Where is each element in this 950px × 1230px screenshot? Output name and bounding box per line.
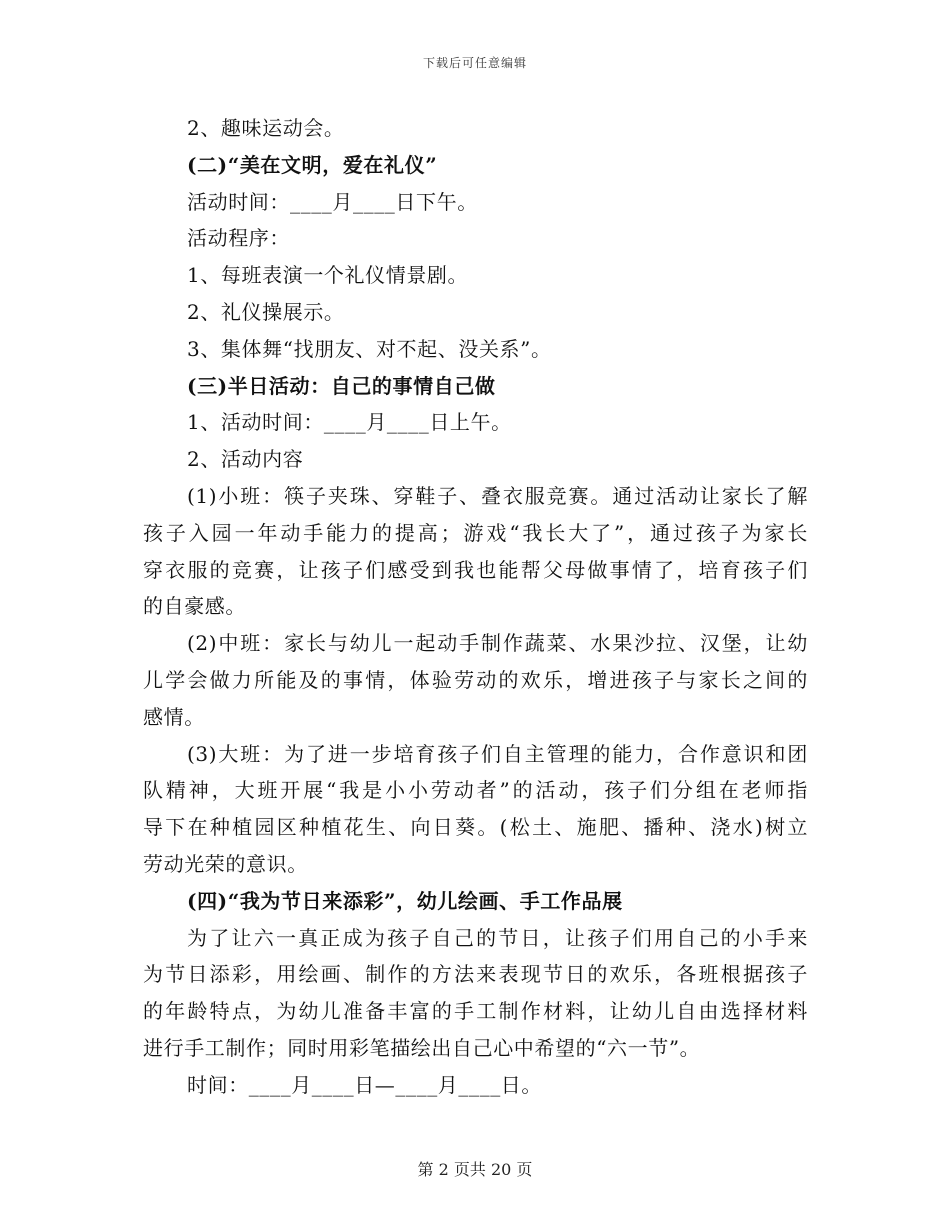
text-line: 为了让六一真正成为孩子自己的节日，让孩子们用自己的小手来 bbox=[187, 925, 808, 950]
text-line: 孩子入园一年动手能力的提高；游戏“我长大了”，通过孩子为家长 bbox=[143, 520, 808, 545]
text-line: (1)小班：筷子夹珠、穿鞋子、叠衣服竞赛。通过活动让家长了解 bbox=[187, 483, 808, 508]
text-line: (3)大班：为了进一步培育孩子们自主管理的能力，合作意识和团 bbox=[187, 741, 808, 766]
text-line: 1、每班表演一个礼仪情景剧。 bbox=[187, 263, 469, 288]
text-line: 劳动光荣的意识。 bbox=[143, 851, 308, 876]
page-header: 下载后可任意编辑 bbox=[422, 56, 527, 70]
text-line: 2、活动内容 bbox=[187, 447, 304, 472]
text-line: 穿衣服的竞赛，让孩子们感受到我也能帮父母做事情了，培育孩子们 bbox=[143, 557, 808, 582]
section-heading: (三)半日活动：自己的事情自己做 bbox=[187, 373, 496, 398]
text-line: (2)中班：家长与幼儿一起动手制作蔬菜、水果沙拉、汉堡，让幼 bbox=[187, 631, 808, 656]
text-line: 时间：____月____日—____月____日。 bbox=[187, 1072, 542, 1097]
text-line: 进行手工制作；同时用彩笔描绘出自己心中希望的“六一节”。 bbox=[143, 1035, 701, 1060]
document-body bbox=[143, 110, 808, 1104]
text-line: 的自豪感。 bbox=[143, 594, 246, 619]
text-line: 的年龄特点，为幼儿准备丰富的手工制作材料，让幼儿自由选择材料 bbox=[143, 999, 808, 1024]
text-line: 儿学会做力所能及的事情，体验劳动的欢乐，增进孩子与家长之间的 bbox=[143, 667, 808, 692]
text-line: 1、活动时间：____月____日上午。 bbox=[187, 410, 512, 435]
text-line: 2、趣味运动会。 bbox=[187, 116, 345, 140]
section-heading: (二)“美在文明，爱在礼仪” bbox=[187, 152, 438, 177]
text-line: 活动时间：____月____日下午。 bbox=[187, 189, 478, 214]
section-heading: (四)“我为节日来添彩”，幼儿绘画、手工作品展 bbox=[187, 888, 623, 913]
text-line: 3、集体舞“找朋友、对不起、没关系”。 bbox=[187, 336, 552, 361]
page-footer: 第 2 页共 20 页 bbox=[417, 1160, 533, 1179]
text-line: 2、礼仪操展示。 bbox=[187, 299, 345, 324]
text-line: 为节日添彩，用绘画、制作的方法来表现节日的欢乐，各班根据孩子 bbox=[143, 962, 808, 987]
text-line: 感情。 bbox=[143, 704, 205, 729]
text-line: 导下在种植园区种植花生、向日葵。(松土、施肥、播种、浇水)树立 bbox=[143, 815, 808, 840]
text-line: 队精神，大班开展“我是小小劳动者”的活动，孩子们分组在老师指 bbox=[143, 778, 808, 803]
text-line: 活动程序： bbox=[187, 226, 290, 251]
